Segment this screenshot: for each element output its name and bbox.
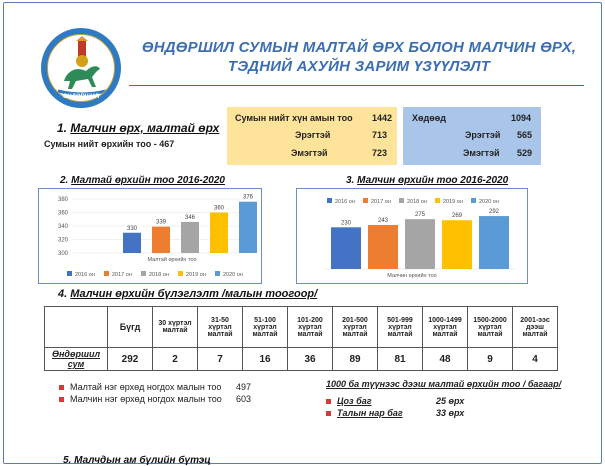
table-cell: 2 (153, 348, 198, 371)
legend-swatch (67, 271, 72, 276)
list-item-value: 33 өрх (436, 408, 465, 418)
y-tick-label: 300 (57, 251, 68, 257)
bar (123, 233, 141, 253)
table-cell: 89 (333, 348, 378, 371)
bar (181, 222, 199, 253)
section4-title: Малчин өрхийн бүлэглэлт /малын тоогоор/ (70, 288, 318, 300)
rural-total-value: 1094 (511, 113, 532, 123)
bullet-icon (326, 399, 331, 404)
table-header: 2001-ээс дээш малтай (513, 307, 558, 348)
herder-distribution-table (44, 306, 558, 371)
data-label: 269 (451, 213, 463, 220)
table-row (45, 348, 558, 371)
data-label: 360 (213, 205, 225, 212)
list-item (326, 395, 561, 407)
table-cell: 16 (243, 348, 288, 371)
chart2-frame (296, 188, 528, 284)
legend-label: 2019 он (443, 199, 463, 205)
sum-emblem-logo (41, 28, 121, 108)
rural-panel (403, 107, 541, 165)
bar (331, 227, 361, 269)
legend-swatch (399, 198, 404, 203)
section1-heading (57, 121, 219, 135)
rural-total-label: Хөдөөд (412, 113, 446, 123)
list-item-label: Талын нар баг (337, 408, 403, 418)
table-cell: 7 (198, 348, 243, 371)
x-axis-label: Малчин өрхийн тоо (387, 273, 437, 279)
section2-number: 2. (60, 175, 69, 186)
table-cell: 81 (378, 348, 423, 371)
section3-number: 3. (346, 175, 355, 186)
section2-heading (60, 175, 225, 186)
section4-number: 4. (58, 288, 68, 300)
section3-title: Малчин өрхийн тоо 2016-2020 (357, 175, 509, 186)
horse-emblem-icon (48, 35, 115, 102)
table-header: 201-500 хүртэл малтай (333, 307, 378, 348)
list-item-label: Цоз баг (337, 396, 372, 406)
section4-heading (58, 288, 317, 300)
y-tick-label: 340 (57, 224, 68, 230)
legend-swatch (141, 271, 146, 276)
y-tick-label: 320 (57, 237, 68, 244)
table-header-row (45, 307, 558, 348)
big-herders-block (326, 379, 561, 419)
legend-label: 2016 он (75, 272, 95, 278)
population-total-value: 1442 (372, 113, 393, 123)
table-header: 30 хүртэл малтай (153, 307, 198, 348)
list-item-label: Малчин нэг өрхөд ногдох малын тоо (70, 394, 222, 404)
legend-label: 2018 он (149, 272, 169, 278)
list-item (59, 393, 252, 405)
table-header: 1000-1499 хүртэл малтай (423, 307, 468, 348)
bar (152, 227, 170, 253)
bar (442, 220, 472, 269)
section3-heading (346, 175, 508, 186)
data-label: 243 (377, 217, 389, 224)
legend-swatch (215, 271, 220, 276)
table-header: Бүгд (108, 307, 153, 348)
population-male-value: 713 (372, 130, 388, 140)
bullet-icon (59, 397, 64, 402)
section2-title: Малтай өрхийн тоо 2016-2020 (71, 175, 225, 186)
legend-label: 2020 он (479, 199, 499, 205)
data-label: 339 (155, 219, 167, 226)
rural-female-value: 529 (517, 148, 533, 158)
data-label: 330 (126, 225, 138, 232)
table-header: 501-999 хүртэл малтай (378, 307, 423, 348)
list-item-value: 25 өрх (436, 396, 465, 406)
y-tick-label: 380 (57, 197, 68, 203)
chart1-frame (38, 188, 262, 284)
page-title-line1: ӨНДӨРШИЛ СУМЫН МАЛТАЙ ӨРХ БОЛОН МАЛЧИН ӨРХ, (141, 39, 577, 56)
legend-swatch (104, 271, 109, 276)
page-title-line2: ТЭДНИЙ АХУЙН ЗАРИМ ҮЗҮҮЛЭЛТ (227, 58, 491, 75)
legend-swatch (327, 198, 332, 203)
rural-female-label: Эмэгтэй (463, 148, 500, 158)
bullet-icon (59, 385, 64, 390)
bar (479, 216, 509, 269)
list-item-value: 497 (236, 382, 252, 392)
legend-label: 2019 он (186, 272, 206, 278)
legend-label: 2018 он (407, 199, 427, 205)
big-herders-heading: 1000 ба түүнээс дээш малтай өрхийн тоо / багаар/ (326, 379, 562, 389)
population-female-value: 723 (372, 148, 388, 158)
table-cell: 4 (513, 348, 558, 371)
bar (368, 225, 398, 269)
table-cell: 292 (108, 348, 153, 371)
chart1-livestock-households (39, 189, 261, 283)
title-underline (129, 85, 584, 86)
bar (210, 213, 228, 254)
legend-label: 2020 он (223, 272, 243, 278)
y-tick-label: 360 (57, 210, 68, 217)
page-title (129, 38, 589, 76)
emblem-caption: ӨНДӨРШИЛ (62, 94, 100, 100)
list-item-value: 603 (236, 394, 252, 404)
emblem-inner (47, 34, 115, 102)
rural-male-value: 565 (517, 130, 533, 140)
legend-swatch (363, 198, 368, 203)
legend-swatch (178, 271, 183, 276)
table-cell: 48 (423, 348, 468, 371)
list-item-label: Малтай нэг өрхөд ногдох малын тоо (70, 382, 222, 392)
bullet-icon (326, 411, 331, 416)
legend-label: 2016 он (335, 199, 355, 205)
legend-swatch (471, 198, 476, 203)
table-header: 51-100 хүртэл малтай (243, 307, 288, 348)
legend-swatch (435, 198, 440, 203)
section1-number: 1. (57, 121, 68, 135)
bar (239, 202, 257, 253)
section1-title: Малчин өрх, малтай өрх (70, 121, 220, 135)
data-label: 230 (340, 220, 352, 227)
table-header: 101-200 хүртэл малтай (288, 307, 333, 348)
table-cell: 36 (288, 348, 333, 371)
section5-heading-cut: 5. Малчдын ам бүлийн бүтэц (63, 455, 211, 466)
legend-label: 2017 он (112, 272, 132, 278)
list-item (59, 381, 252, 393)
population-female-label: Эмэгтэй (291, 148, 328, 158)
data-label: 346 (184, 214, 196, 221)
data-label: 376 (242, 194, 254, 201)
list-item (326, 407, 561, 419)
table-cell: 9 (468, 348, 513, 371)
x-axis-label: Малтай өрхийн тоо (147, 257, 197, 263)
households-total: Сумын нийт өрхийн тоо - 467 (44, 139, 175, 149)
data-label: 275 (414, 212, 426, 219)
table-header: 1500-2000 хүртэл малтай (468, 307, 513, 348)
table-corner (45, 307, 108, 348)
per-household-list (59, 381, 252, 405)
table-header: 31-50 хүртэл малтай (198, 307, 243, 348)
population-male-label: Эрэгтэй (295, 130, 331, 140)
bar (405, 219, 435, 269)
table-row-label: Өндөршил сум (45, 348, 108, 371)
population-panel (227, 107, 397, 165)
legend-label: 2017 он (371, 199, 391, 205)
population-total-label: Сумын нийт хүн амын тоо (235, 113, 353, 123)
data-label: 292 (488, 209, 500, 216)
rural-male-label: Эрэгтэй (465, 130, 501, 140)
chart2-herder-households (297, 189, 527, 283)
